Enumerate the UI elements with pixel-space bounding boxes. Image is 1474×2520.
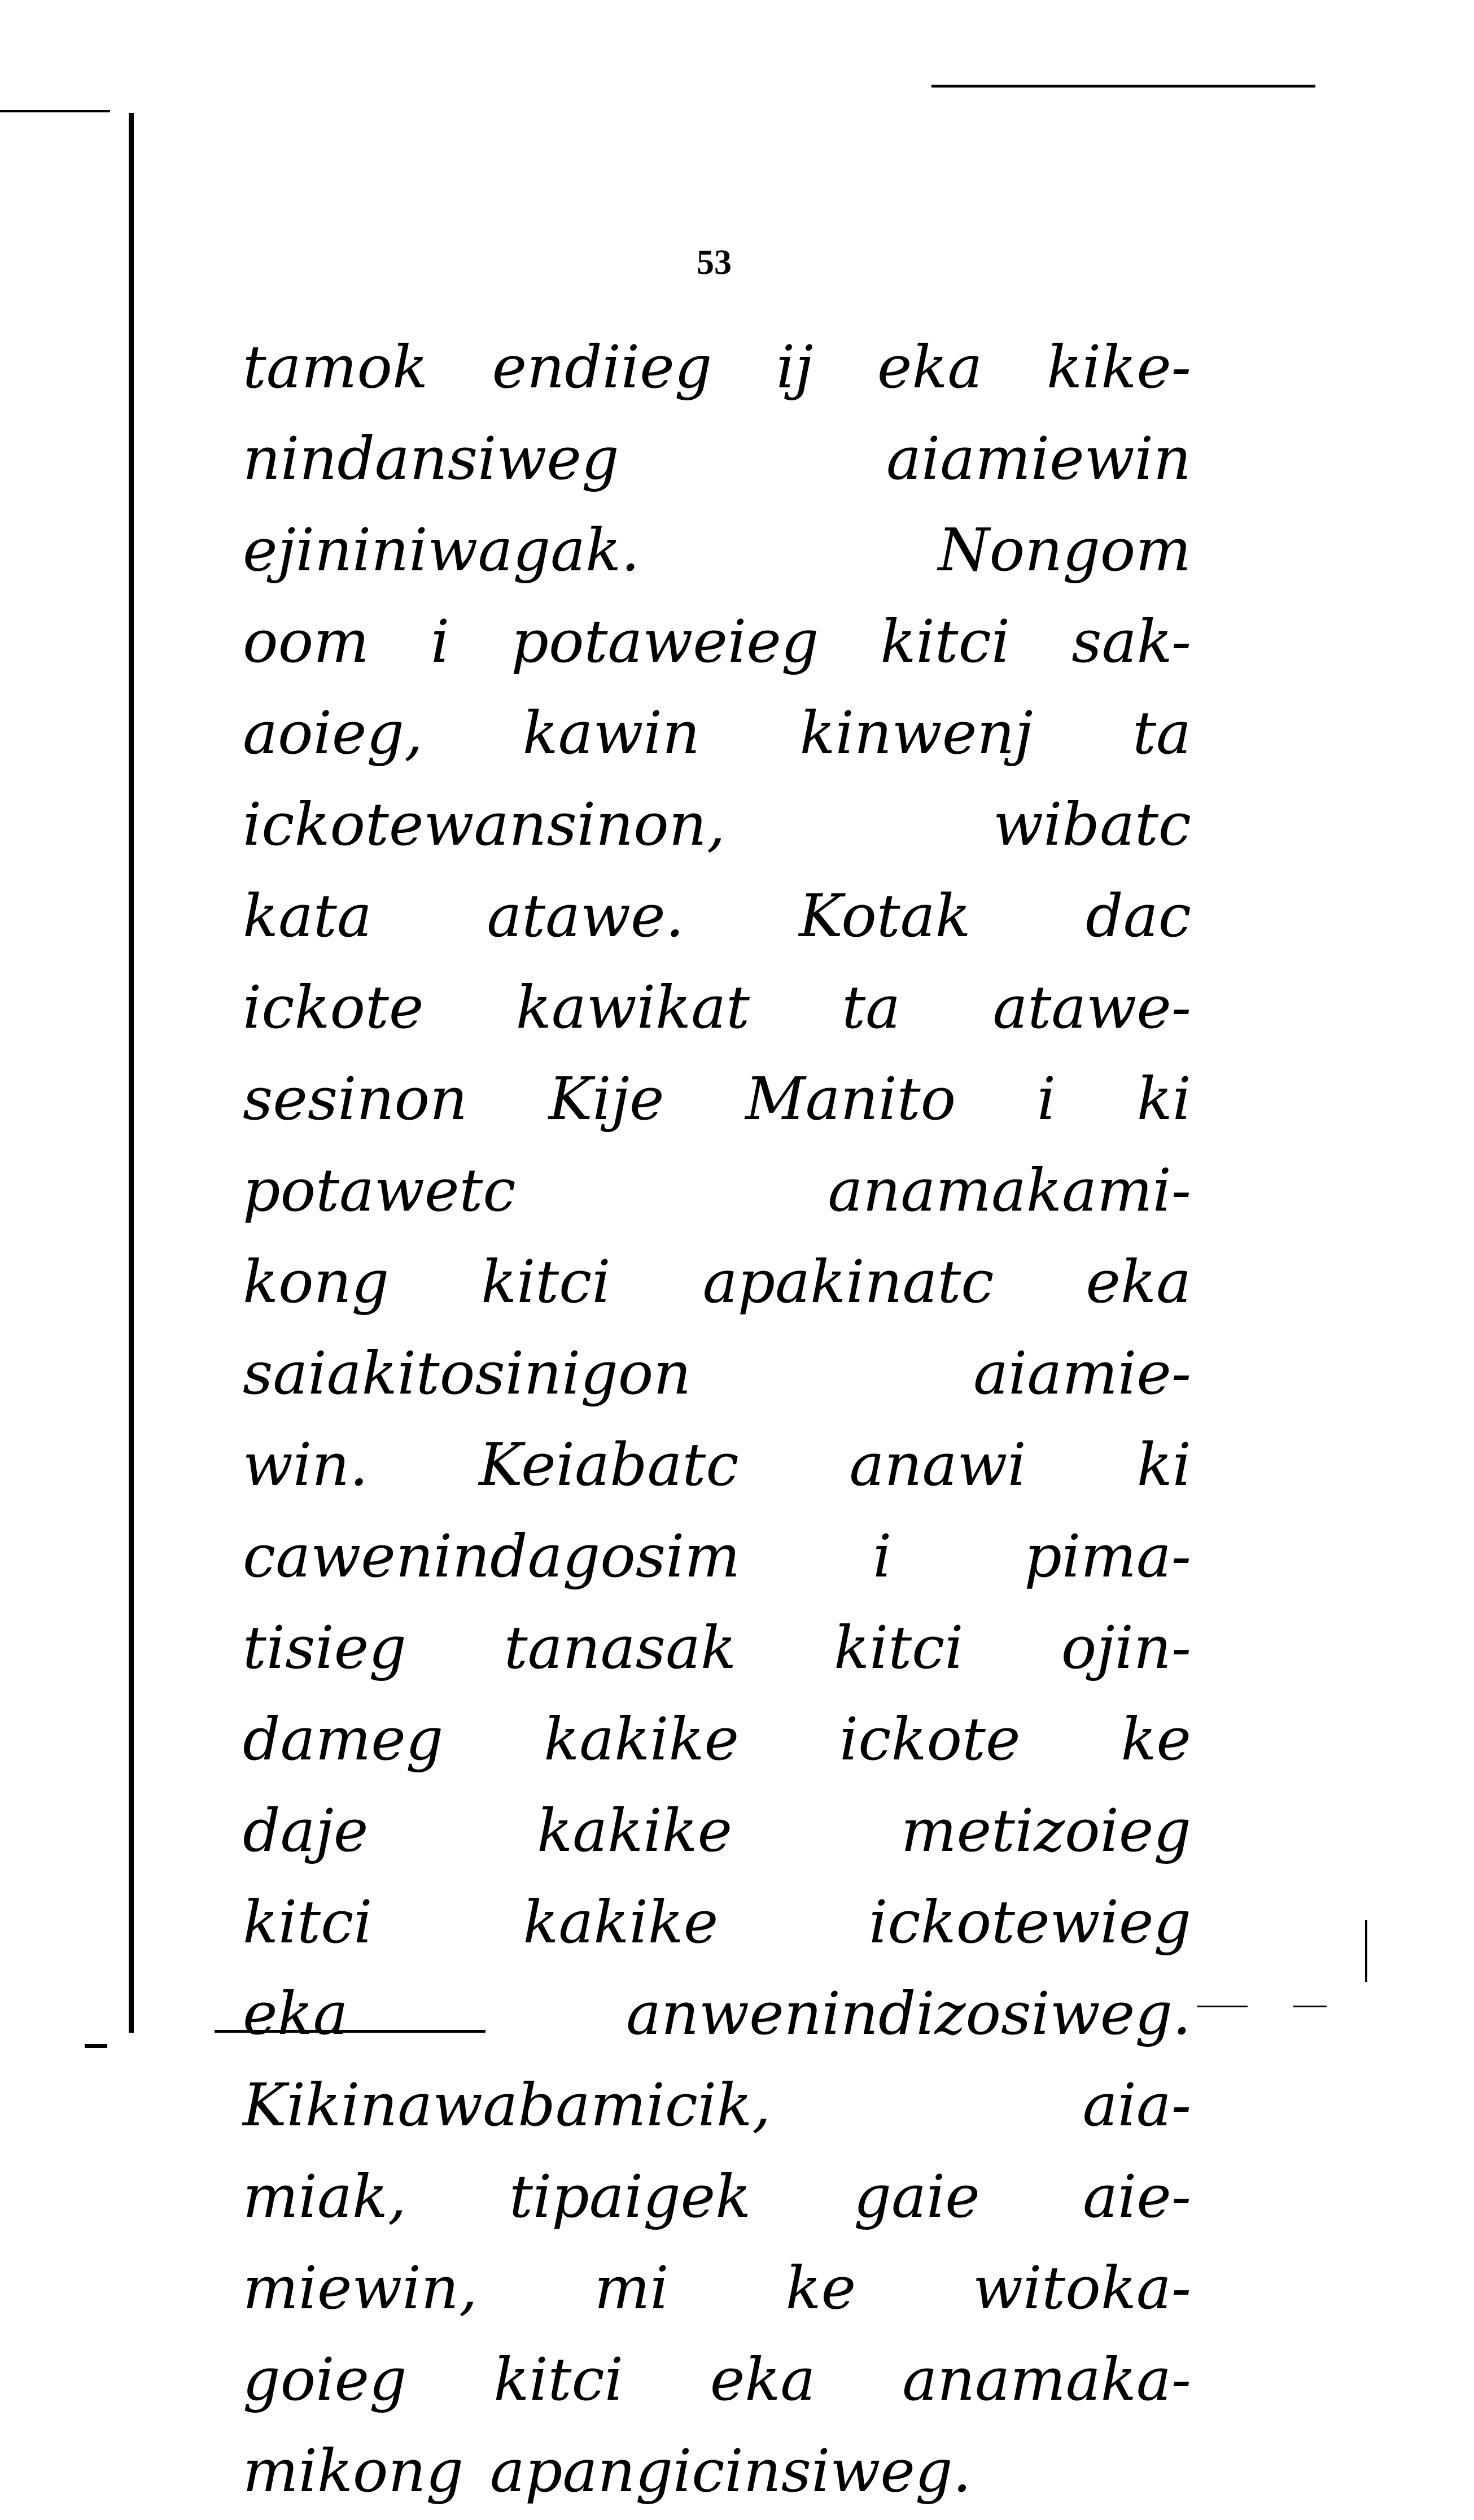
text-word: apakinatc	[702, 1247, 994, 1316]
text-line	[243, 2246, 1191, 2337]
text-word: aiamie-	[973, 1339, 1191, 1408]
text-word: i	[873, 1522, 892, 1591]
text-line	[243, 1514, 1191, 1605]
text-word: wibatc	[993, 790, 1191, 859]
text-word: kata	[243, 881, 372, 950]
text-word: ickotewansinon,	[243, 790, 725, 859]
text-word: i	[1036, 1064, 1056, 1133]
text-word: aie-	[1083, 2162, 1191, 2231]
text-word: eka	[243, 1979, 348, 2048]
text-word: sak-	[1071, 607, 1191, 676]
text-word: metizoieg	[900, 1796, 1191, 1865]
text-line	[243, 1331, 1191, 1422]
text-line	[243, 1422, 1191, 1514]
text-word: kawin	[522, 698, 700, 767]
text-line	[243, 2429, 1191, 2520]
page-number: 53	[697, 243, 732, 282]
text-word: anawi	[849, 1430, 1026, 1499]
text-word: Nongom	[938, 516, 1191, 584]
text-word: gaie	[854, 2162, 980, 2231]
text-word: ickote	[839, 1705, 1021, 1774]
scan-edge-top-left	[0, 110, 110, 112]
text-word: kitci	[880, 607, 1011, 676]
text-word: tisieg	[243, 1613, 406, 1682]
text-line	[243, 1971, 1191, 2063]
text-word: aia-	[1082, 2071, 1191, 2139]
scan-edge-bottom-right-dash-2	[1293, 2006, 1327, 2007]
text-word: tamok	[243, 333, 428, 401]
text-line	[243, 691, 1191, 782]
text-line	[243, 416, 1191, 508]
text-word: eka	[1086, 1247, 1191, 1316]
text-word: kawikat	[515, 973, 750, 1042]
text-word: kong	[243, 1247, 390, 1316]
text-word: Kije	[548, 1064, 664, 1133]
text-word: Kotak	[799, 881, 971, 950]
scan-edge-bottom-right-dash	[1197, 2006, 1248, 2007]
text-word: daje	[243, 1796, 369, 1865]
text-word: kitci	[243, 1888, 373, 1956]
text-line	[243, 2063, 1191, 2154]
text-word: kike-	[1046, 333, 1191, 401]
text-word: cawenindagosim	[243, 1522, 741, 1591]
text-word: sesinon	[243, 1064, 468, 1133]
text-word: goieg	[243, 2345, 407, 2414]
text-word: ejininiwagak.	[243, 516, 640, 584]
text-word: tipaigek	[509, 2162, 751, 2231]
text-word: anwenindizosiweg.	[626, 1979, 1191, 2048]
text-word: atawe-	[992, 973, 1191, 1042]
text-line	[243, 1788, 1191, 1880]
text-word: eka	[710, 2345, 816, 2414]
text-word: kitci	[834, 1613, 964, 1682]
text-word: dameg	[243, 1705, 444, 1774]
text-word: ij	[776, 333, 813, 401]
text-word: ke	[1121, 1705, 1191, 1774]
text-line	[243, 599, 1191, 691]
scan-edge-top-right	[931, 85, 1315, 88]
text-word: Manito	[745, 1064, 956, 1133]
text-word: eka	[877, 333, 983, 401]
text-word: anamakami-	[828, 1156, 1191, 1225]
text-word: anamaka-	[902, 2345, 1191, 2414]
text-word: apangicinsiweg.	[489, 2436, 972, 2505]
text-word: kinwenj	[799, 698, 1033, 767]
text-word: kakike	[544, 1705, 740, 1774]
text-line	[243, 782, 1191, 874]
scan-edge-left-vertical	[129, 113, 134, 2033]
text-word: potawetc	[243, 1156, 516, 1225]
text-line	[243, 508, 1191, 599]
text-word: ki	[1136, 1064, 1191, 1133]
text-word: mi	[594, 2253, 669, 2322]
text-word: pima-	[1024, 1522, 1191, 1591]
text-line	[243, 1880, 1191, 1971]
body-text	[243, 325, 1191, 2520]
text-word: tanasak	[504, 1613, 737, 1682]
text-line	[243, 1056, 1191, 1148]
text-word: ta	[842, 973, 901, 1042]
text-word: ta	[1132, 698, 1191, 767]
text-word: oom	[243, 607, 369, 676]
text-word: witoka-	[973, 2253, 1191, 2322]
text-word: mikong	[243, 2436, 464, 2505]
text-line	[243, 1605, 1191, 1697]
text-word: nindansiweg	[243, 424, 619, 493]
text-line	[243, 874, 1191, 965]
text-word: ki	[1136, 1430, 1191, 1499]
text-word: kakike	[537, 1796, 733, 1865]
text-word: win.	[243, 1430, 369, 1499]
text-word: dac	[1086, 881, 1191, 950]
text-word: endiieg	[492, 333, 712, 401]
text-line	[243, 2154, 1191, 2246]
text-word: kitci	[493, 2345, 623, 2414]
text-word: ickote	[243, 973, 424, 1042]
text-word: ke	[785, 2253, 856, 2322]
text-line	[243, 1148, 1191, 1239]
text-word: ojin-	[1061, 1613, 1191, 1682]
text-line	[243, 325, 1191, 416]
text-word: saiakitosinigon	[243, 1339, 692, 1408]
text-line	[243, 2337, 1191, 2429]
text-word: aiamiewin	[886, 424, 1191, 493]
text-word: Kikinawabamicik,	[243, 2071, 771, 2139]
text-word: atawe.	[487, 881, 684, 950]
text-word: miak,	[243, 2162, 406, 2231]
text-word: kitci	[481, 1247, 611, 1316]
scan-edge-right-vertical	[1365, 1920, 1367, 1982]
text-word: Keiabatc	[479, 1430, 739, 1499]
text-word: aoieg,	[243, 698, 423, 767]
text-line	[243, 1239, 1191, 1331]
scan-edge-bottom-left	[85, 2044, 107, 2048]
text-word: potaweieg	[511, 607, 819, 676]
text-word: i	[431, 607, 450, 676]
text-word: ickotewieg	[869, 1888, 1191, 1956]
text-word: kakike	[523, 1888, 719, 1956]
text-line	[243, 965, 1191, 1056]
text-word: miewin,	[243, 2253, 478, 2322]
text-line	[243, 1697, 1191, 1788]
